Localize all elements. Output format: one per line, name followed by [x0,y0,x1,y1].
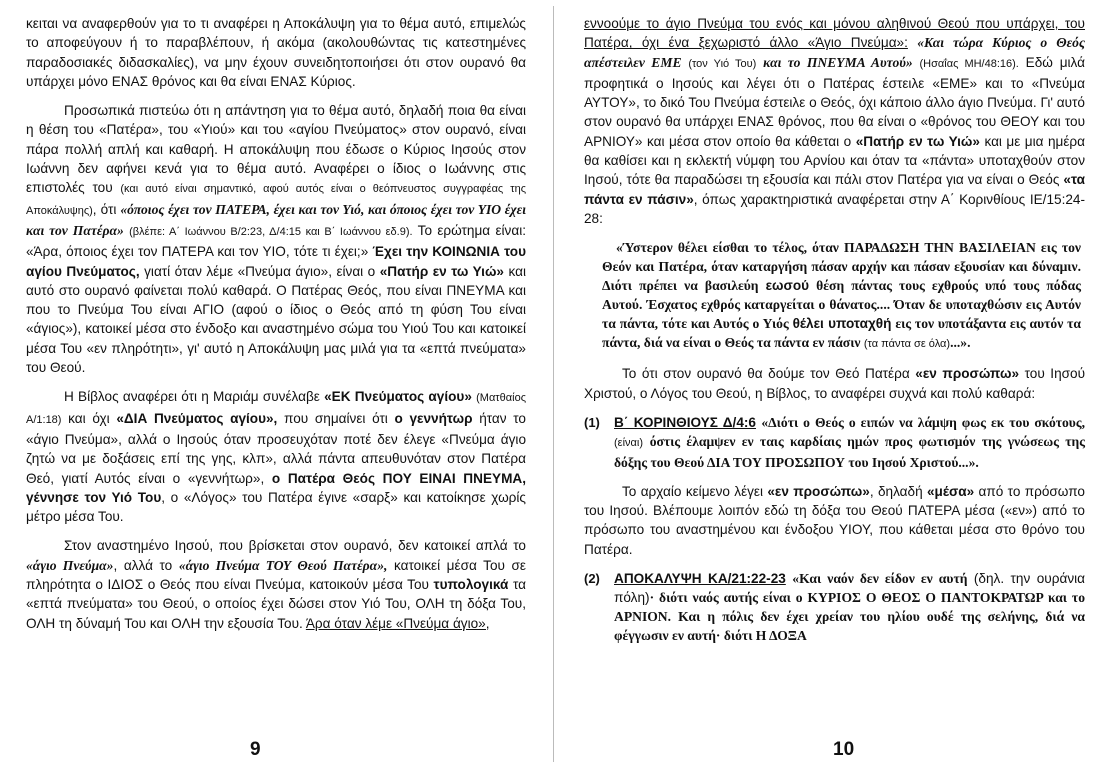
scripture-quote: «όποιος έχει τον ΠΑΤΕΡΑ, έχει και τον Υιό, και όποιος έχει τον ΥΙΟ έχει και τον Πατέρα» [26,201,526,238]
note: (δηλ. την ουράνια πόλη) [614,571,1085,606]
page-10 [568,0,1111,771]
scripture-quote: «Και τώρα Κύριος ο Θεός απέστειλεν ΕΜΕ [584,35,1086,70]
text: Η Βίβλος αναφέρει ότι η Μαριάμ συνέλαβε [64,389,320,405]
emphasis: «εν προσώπω» [915,366,1020,382]
paragraph [26,536,526,632]
page-divider [553,6,554,762]
text: τα «επτά πνεύματα» του Θεού, ο οποίος έχει δώσει στον Υιό Του, ΟΛΗ τη δόξα Του, ΟΛΗ τη δύναμή Του και ΟΛΗ την εξουσία Του. [26,577,526,631]
text: Το ερώτημα είναι: «Άρα, όποιος έχει τον ΠΑΤΕΡΑ και τον ΥΙΟ, τότε τι έχει;» [26,222,526,260]
text: και με μια ημέρα θα καθίσει και η εκλεκτή νύμφη του Αρνίου και όταν τα «πάντα» υποταχθούν στον Ιησού, τότε θα παραδώσει τη εξουσία και πάλι στον Πατέρα για να είναι ο Θεός [584,133,1086,188]
note: (τα πάντα σε όλα) [863,338,951,351]
text: εις τον υποτάξαντα εις αυτόν τα πάντα, διά να είναι ο Θεός τα πάντα εν πάσιν [602,316,1081,351]
text: Άρα όταν λέμε «Πνεύμα άγιο», [305,615,490,631]
text: εννοούμε το άγιο Πνεύμα του ενός και μόνου αληθινού Θεού που υπάρχει, του Πατέρα, όχι ένα ξεχωριστό άλλο «Άγιο Πνεύμα»: [584,16,1085,51]
text: , αλλά το [113,557,173,573]
item-number: (1) [584,414,600,430]
text: , ότι [92,201,117,217]
emphasis: «Πατήρ εν τω Υιώ» [379,263,504,279]
emphasis: εωσού [765,278,810,294]
scripture-block-quote [602,238,1081,354]
text: και όχι [68,410,110,426]
scripture-quote: όστις έλαμψεν εν ταις καρδίαις ημών προς φωτισμόν της γνώσεως της δόξης του Θεού ΔΙΑ ΤΟΥ ΠΡΟΣΩΠΟΥ του Ιησού Χριστού...». [614,433,1086,470]
text: του Ιησού Χριστού, ο Λόγος του Θεού, η Βίβλος, το αναφέρει συχνά και πολύ καθαρά: [584,366,1086,401]
reference: (Ματθαίος Α/1:18) [26,392,526,426]
reference-heading: Β΄ ΚΟΡΙΝΘΙΟΥΣ Δ/4:6 [614,414,756,430]
text: Στον αναστημένο Ιησού, που βρίσκεται στον ουρανό, δεν κατοικεί απλά το [64,538,526,554]
paragraph [26,387,526,526]
text: «Ύστερον θέλει είσθαι το τέλος, όταν ΠΑΡΑΔΩΣΗ ΤΗΝ ΒΑΣΙΛΕΙΑΝ εις τον Θεόν και Πατέρα, όταν καταργήση πάσαν αρχήν και πάσαν εξουσίαν και δύναμιν. Διότι πρέπει να βασιλεύη [602,240,1081,294]
emphasis: «εν προσώπω» [767,483,870,499]
page-number: 9 [250,739,261,760]
page-number: 10 [833,739,855,760]
text: ...». [950,335,971,351]
scripture-quote: «Διότι ο Θεός ο ειπών να λάμψη φως εκ του σκότους, [761,414,1085,430]
item-body [614,569,1085,645]
note: (τον Υιό Του) [688,57,757,70]
item-number: (2) [584,571,600,587]
reference: (Ησαΐας ΜΗ/48:16). [919,57,1019,70]
text: , ο «Λόγος» του Πατέρα έγινε «σαρξ» και κατοίκησε χωρίς μέτρο μέσα Του. [26,489,526,525]
text: Εδώ μιλά προφητικά ο Ιησούς και λέγει ότι ο Πατέρας έστειλε «ΕΜΕ» και το «Πνεύμα ΑΥΤΟΥ», το δικό Του Πνεύμα έστειλε ο Θεός, όχι κάποιο άλλο άγιο Πνεύμα. Γι' αυτό στον ουρανό θα υπάρχει ΕΝΑΣ θρόνος, που θα είναι ο «θρόνος του ΘΕΟΥ και του ΑΡΝΙΟΥ» και μέσα στον οποίο θα κάθεται ο [584,54,1085,149]
text: που σημαίνει ότι [284,410,388,426]
scripture-quote: και το ΠΝΕΥΜΑ Αυτού» [763,54,913,70]
text: ήταν το «άγιο Πνεύμα», αλλά ο Ιησούς όταν προσευχόταν ποτέ δεν έλεγε «Πνεύμα άγιο ζητώ να με δοξάσεις επί της γης, κλπ», αλλά πάντα απευθυνόταν στον Πατέρα Θεό, γιατί Αυτός είναι ο «γεννήτωρ», [26,410,526,486]
page-9 [0,0,540,771]
scripture-quote: «άγιο Πνεύμα ΤΟΥ Θεού Πατέρα», [178,557,388,573]
scripture-quote: «Και ναόν δεν είδον εν αυτή [792,571,968,587]
text: Το αρχαίο κείμενο λέγει [622,483,764,499]
paragraph [584,364,1085,403]
text: θέση πάντας τους εχθρούς υπό τους πόδας Αυτού. Έσχατος εχθρός καταργείται ο θάνατος.... Όταν δε υποταχθώσιν εις Αυτόν τα πάντα, τότε και Αυτός ο Υιός [602,278,1081,332]
text: κατοικεί μέσα Του σε πληρότητα ο ΙΔΙΟΣ ο Θεός που είναι Πνεύμα, κατοικούν μέσα Του [26,557,526,593]
list-item [584,569,1085,645]
text: , όπως χαρακτηριστικά αναφέρεται στην Α΄ Κορινθίους ΙΕ/15:24-28: [584,191,1085,226]
reference: (βλέπε: Α΄ Ιωάννου Β/2:23, Δ/4:15 και Β΄ Ιωάννου εδ.9). [129,225,413,238]
paragraph [584,14,1085,228]
text: Το ότι στον ουρανό θα δούμε τον Θεό Πατέρα [622,366,910,382]
note: (και αυτό είναι σημαντικό, αφού αυτός είναι ο θεόπνευστος συγγραφέας της Αποκάλυψης) [26,183,527,217]
list-item [584,413,1085,472]
emphasis: «Πατήρ εν τω Υιώ» [855,133,980,149]
emphasis: «μέσα» [926,483,975,499]
emphasis: Έχει την ΚΟΙΝΩΝΙΑ του αγίου Πνεύματος, [26,244,527,279]
text: , δηλαδή [869,483,923,499]
emphasis: ο γεννήτωρ [394,410,473,426]
reference-heading: ΑΠΟΚΑΛΥΨΗ ΚΑ/21:22-23 [614,571,786,587]
paragraph [584,482,1085,559]
emphasis: «τα πάντα εν πάσιν» [584,172,1086,207]
paragraph [26,101,526,377]
paragraph: κειται να αναφερθούν για το τι αναφέρει η Αποκάλυψη για το θέμα αυτό, επιμελώς το αποφεύγουν ή το παραβλέπουν, ή ακόμα (ακολουθώντας τις κατεστημένες παραδοσιακές διδασκαλίες), να μην έχουν συνειδητοποιήσει ότι στον ουρανό θα υπάρχει μόνο ΕΝΑΣ θρόνος και θα είναι ΕΝΑΣ Κύριος. [26,16,526,89]
text: γιατί όταν λέμε «Πνεύμα άγιο», είναι ο [144,263,376,279]
emphasis: τυπολογικά [433,577,509,593]
text: και αυτό στο ουρανό φαίνεται πολύ καθαρά. Ο Πατέρας Θεός, που είναι ΠΝΕΥΜΑ και που το Πνεύμα Του είναι ΑΓΙΟ (αφού ο ίδιος ο Θεός από τη φύση Του είναι «άγιος»), κατοικεί μέσα στο ένδοξο και αναστημένο σώμα του Υιού Του και κατοικεί μέσα Του «εν πληρότητι», γι' αυτό η Αποκάλυψη μας μιλά για τα «επτά πνεύματα» του Θεού. [26,263,526,376]
text: Προσωπικά πιστεύω ότι η απάντηση για το θέμα αυτό, δηλαδή ποια θα είναι η θέση του «Πατέρα», του «Υιού» και του «αγίου Πνεύματος» στον ουρανό, είναι πάρα πολλή απλή και καθαρή. Η αποκάλυψη που έδωσε ο Κύριος Ιησούς στον Ιωάννη δεν αφήνει κενά για το θέμα αυτό. Αναφέρει ο ίδιος ο Ιωάννης στις επιστολές του [26,103,526,196]
scripture-quote: · διότι ναός αυτής είναι ο ΚΥΡΙΟΣ Ο ΘΕΟΣ Ο ΠΑΝΤΟΚΡΑΤΩΡ και το ΑΡΝΙΟΝ. Και η πόλις δεν έχει χρείαν του ηλίου ουδέ της σελήνης, διά να φέγγωσιν εν αυτή· διότι Η ΔΟΞΑ [614,590,1085,644]
scripture-quote: «άγιο Πνεύμα» [26,557,114,573]
emphasis: «ΔΙΑ Πνεύματος αγίου», [116,410,278,426]
emphasis: «ΕΚ Πνεύματος αγίου» [324,389,472,405]
item-body [614,413,1085,472]
emphasis: θέλει υποταχθή [792,316,892,332]
text: από το πρόσωπο του Ιησού. Βλέπουμε λοιπόν εδώ τη δόξα του Θεού ΠΑΤΕΡΑ μέσα («εν») από το πρόσωπο του αναστημένου και ένδοξου ΥΙΟΥ, που κάθεται μέσα στο θρόνο του Πατέρα. [584,483,1085,557]
emphasis: ο Πατέρα Θεός ΠΟΥ ΕΙΝΑΙ ΠΝΕΥΜΑ, γέννησε τον Υιό Του [26,470,526,505]
note: (είναι) [614,436,643,449]
